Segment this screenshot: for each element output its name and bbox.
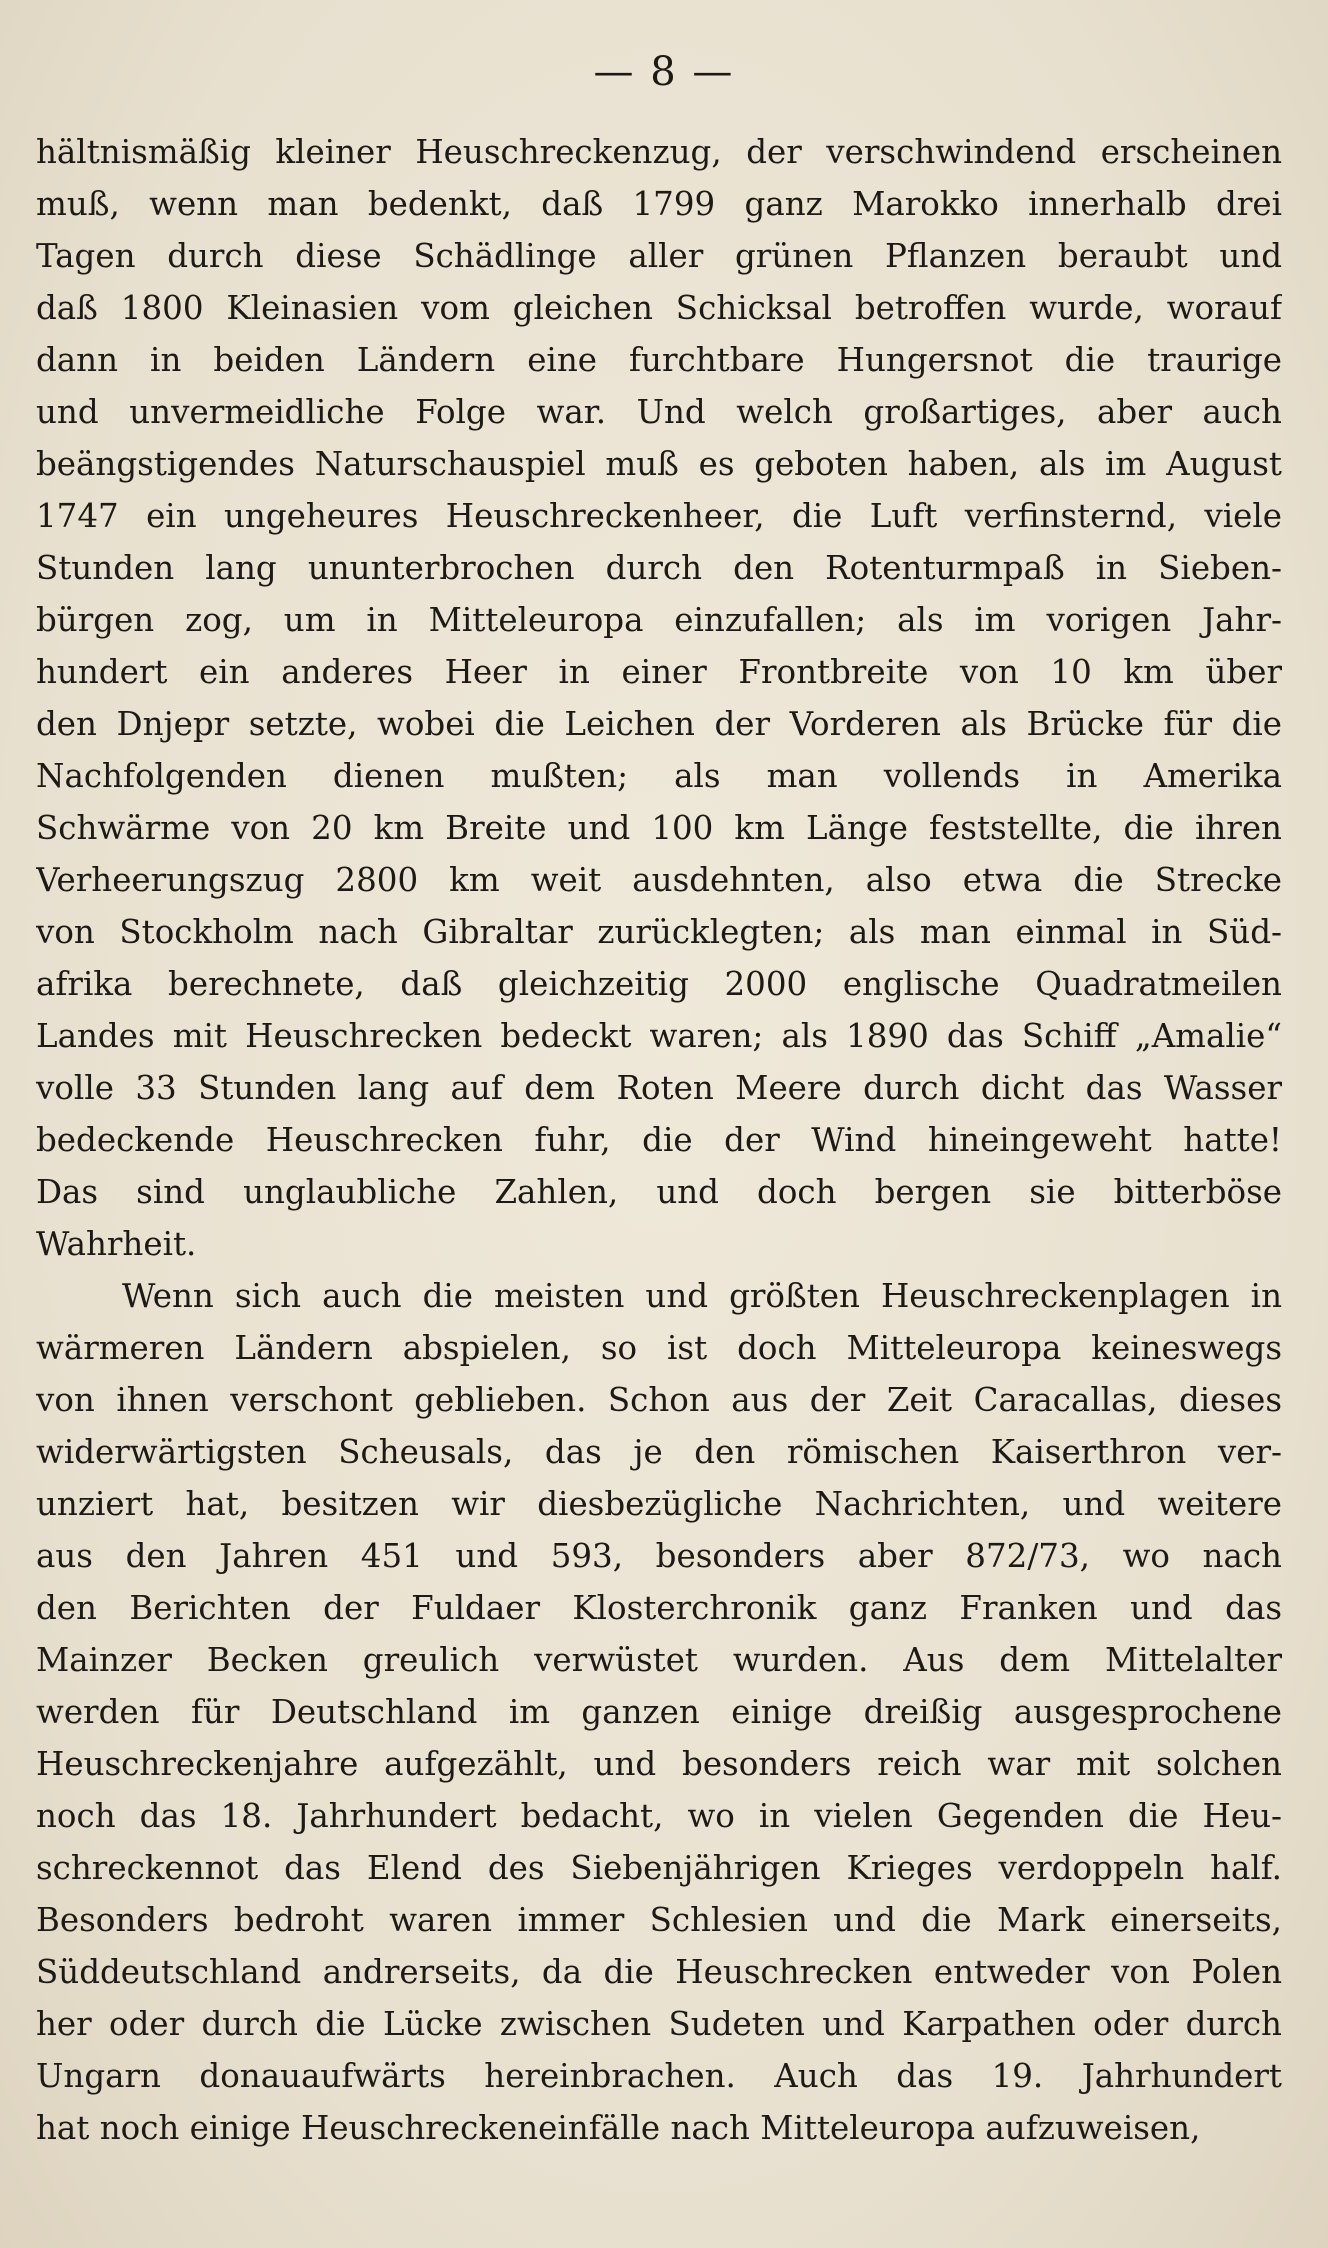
- text-line: von ihnen verschont geblieben. Schon aus der Zeit Caracallas, dieses: [36, 1381, 1282, 1419]
- text-line: Nachfolgenden dienen mußten; als man vollends in Amerika: [36, 757, 1282, 795]
- text-line: hat noch einige Heuschreckeneinfälle nach Mitteleuropa aufzuweisen,: [36, 2109, 1201, 2147]
- text-line: muß, wenn man bedenkt, daß 1799 ganz Marokko innerhalb drei: [36, 185, 1282, 223]
- text-line: bedeckende Heuschrecken fuhr, die der Wind hineingeweht hatte!: [36, 1121, 1282, 1159]
- text-line: von Stockholm nach Gibraltar zurücklegten; als man einmal in Süd-: [36, 913, 1282, 951]
- text-line: wärmeren Ländern abspielen, so ist doch Mitteleuropa keineswegs: [36, 1329, 1282, 1367]
- page-number: — 8 —: [593, 49, 735, 95]
- text-line: Heuschreckenjahre aufgezählt, und besonders reich war mit solchen: [36, 1745, 1282, 1783]
- text-line: her oder durch die Lücke zwischen Sudeten und Karpathen oder durch: [36, 2005, 1282, 2043]
- text-line: den Berichten der Fuldaer Klosterchronik ganz Franken und das: [36, 1589, 1282, 1627]
- text-line: Schwärme von 20 km Breite und 100 km Länge feststellte, die ihren: [36, 809, 1282, 847]
- text-line: unziert hat, besitzen wir diesbezügliche Nachrichten, und weitere: [36, 1485, 1282, 1523]
- text-line: Süddeutschland andrerseits, da die Heuschrecken entweder von Polen: [36, 1953, 1282, 1991]
- text-line: Das sind unglaubliche Zahlen, und doch bergen sie bitterböse: [36, 1173, 1282, 1211]
- text-line: beängstigendes Naturschauspiel muß es geboten haben, als im August: [36, 445, 1282, 483]
- text-line: Stunden lang ununterbrochen durch den Rotenturmpaß in Sieben-: [36, 549, 1282, 587]
- text-line: 1747 ein ungeheures Heuschreckenheer, die Luft verfinsternd, viele: [36, 497, 1282, 535]
- text-line: volle 33 Stunden lang auf dem Roten Meere durch dicht das Wasser: [36, 1069, 1282, 1107]
- text-line: Tagen durch diese Schädlinge aller grünen Pflanzen beraubt und: [36, 237, 1282, 275]
- text-line: Mainzer Becken greulich verwüstet wurden. Aus dem Mittelalter: [36, 1641, 1282, 1679]
- text-line: hältnismäßig kleiner Heuschreckenzug, der verschwindend erscheinen: [36, 133, 1282, 171]
- text-line: den Dnjepr setzte, wobei die Leichen der Vorderen als Brücke für die: [36, 705, 1282, 743]
- text-line: Besonders bedroht waren immer Schlesien und die Mark einerseits,: [36, 1901, 1282, 1939]
- text-line: Verheerungszug 2800 km weit ausdehnten, also etwa die Strecke: [36, 861, 1282, 899]
- text-line: afrika berechnete, daß gleichzeitig 2000 englische Quadratmeilen: [36, 965, 1282, 1003]
- text-line: Wenn sich auch die meisten und größten Heuschreckenplagen in: [122, 1277, 1282, 1315]
- text-line: noch das 18. Jahrhundert bedacht, wo in vielen Gegenden die Heu-: [36, 1797, 1282, 1835]
- text-line: dann in beiden Ländern eine furchtbare Hungersnot die traurige: [36, 341, 1282, 379]
- text-line: Wahrheit.: [36, 1225, 197, 1263]
- text-line: Landes mit Heuschrecken bedeckt waren; als 1890 das Schiff „Amalie“: [36, 1017, 1282, 1055]
- text-line: schreckennot das Elend des Siebenjährigen Krieges verdoppeln half.: [36, 1849, 1282, 1887]
- text-line: aus den Jahren 451 und 593, besonders aber 872/73, wo nach: [36, 1537, 1282, 1575]
- text-line: daß 1800 Kleinasien vom gleichen Schicksal betroffen wurde, worauf: [36, 289, 1282, 327]
- text-line: und unvermeidliche Folge war. Und welch großartiges, aber auch: [36, 393, 1282, 431]
- body-text: [36, 126, 1282, 2154]
- text-line: bürgen zog, um in Mitteleuropa einzufallen; als im vorigen Jahr-: [36, 601, 1282, 639]
- text-line: hundert ein anderes Heer in einer Frontbreite von 10 km über: [36, 653, 1282, 691]
- paragraph: [36, 126, 1282, 1270]
- text-line: widerwärtigsten Scheusals, das je den römischen Kaiserthron ver-: [36, 1433, 1282, 1471]
- paragraph: [36, 1270, 1282, 2154]
- text-line: werden für Deutschland im ganzen einige dreißig ausgesprochene: [36, 1693, 1282, 1731]
- text-line: Ungarn donauaufwärts hereinbrachen. Auch das 19. Jahrhundert: [36, 2057, 1282, 2095]
